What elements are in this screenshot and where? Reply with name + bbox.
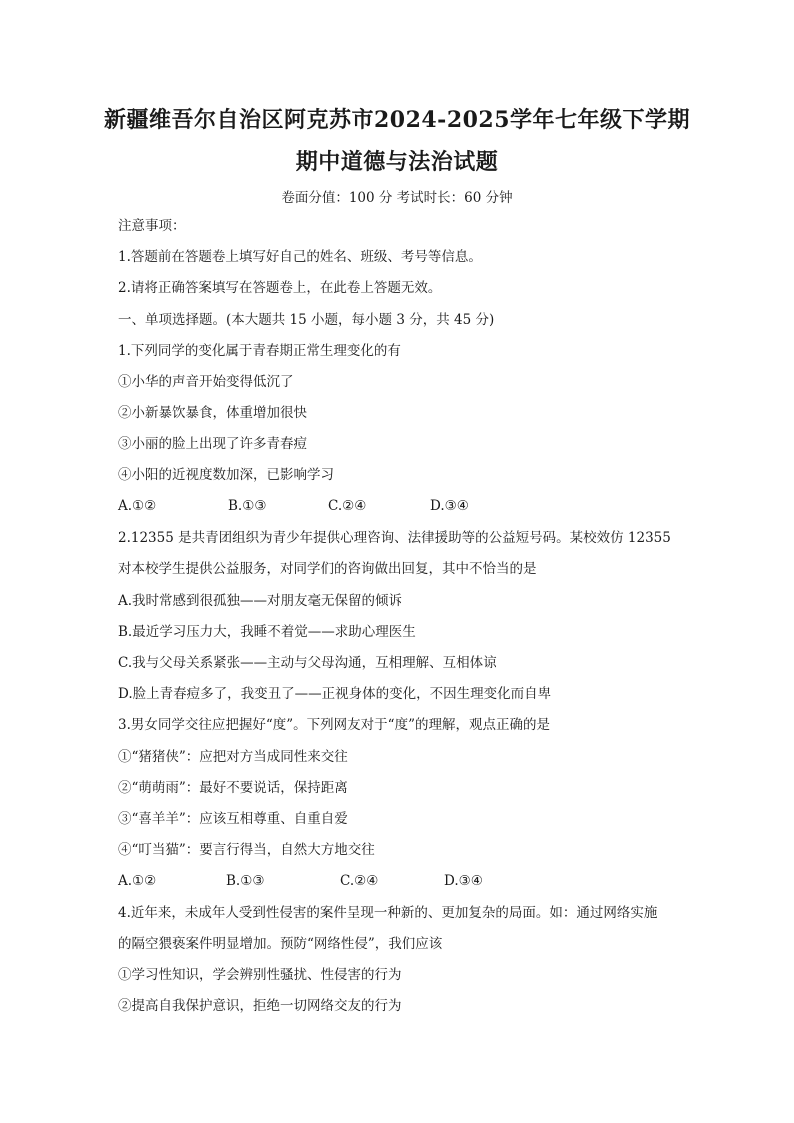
question-1-stem: 1.下列同学的变化属于青春期正常生理变化的有 — [118, 343, 401, 359]
question-1-statement-3: ③小丽的脸上出现了许多青春痘 — [118, 436, 307, 452]
question-2-choice-b[interactable]: B.最近学习压力大，我睡不着觉——求助心理医生 — [118, 624, 416, 640]
question-2-choice-a[interactable]: A.我时常感到很孤独——对朋友毫无保留的倾诉 — [118, 593, 403, 609]
exam-info: 卷面分值：100 分 考试时长：60 分钟 — [281, 190, 513, 206]
question-4-stem-line-1: 4.近年来，未成年人受到性侵害的案件呈现一种新的、更加复杂的局面。如：通过网络实施 — [118, 905, 658, 921]
section-heading: 一、单项选择题。(本大题共 15 小题，每小题 3 分，共 45 分) — [118, 312, 495, 328]
question-1-statement-1: ①小华的声音开始变得低沉了 — [118, 374, 294, 390]
question-3-option-a[interactable]: A.①② — [118, 873, 157, 889]
question-3-statement-2: ②“萌萌雨”：最好不要说话，保持距离 — [118, 780, 348, 796]
question-2-stem-line-1: 2.12355 是共青团组织为青少年提供心理咨询、法律援助等的公益短号码。某校效仿 12355 — [118, 530, 671, 546]
question-1-option-d[interactable]: D.③④ — [430, 498, 469, 514]
notice-item-2: 2.请将正确答案填写在答题卷上，在此卷上答题无效。 — [118, 280, 442, 296]
question-3-option-c[interactable]: C.②④ — [340, 873, 379, 889]
notice-heading: 注意事项： — [118, 218, 186, 234]
question-3-option-b[interactable]: B.①③ — [226, 873, 265, 889]
question-1-statement-2: ②小新暴饮暴食，体重增加很快 — [118, 405, 307, 421]
question-4-stem-line-2: 的隔空猥亵案件明显增加。预防“网络性侵”，我们应该 — [118, 936, 443, 952]
question-3-statement-1: ①“猪猪侠”：应把对方当成同性来交往 — [118, 749, 348, 765]
question-1-option-a[interactable]: A.①② — [118, 498, 157, 514]
question-3-option-d[interactable]: D.③④ — [444, 873, 483, 889]
question-2-choice-c[interactable]: C.我与父母关系紧张——主动与父母沟通，互相理解、互相体谅 — [118, 655, 497, 671]
question-1-statement-4: ④小阳的近视度数加深，已影响学习 — [118, 467, 334, 483]
question-2-choice-d[interactable]: D.脸上青春痘多了，我变丑了——正视身体的变化，不因生理变化而自卑 — [118, 686, 552, 702]
question-1-option-c[interactable]: C.②④ — [328, 498, 367, 514]
question-2-stem-line-2: 对本校学生提供公益服务，对同学们的咨询做出回复，其中不恰当的是 — [118, 561, 537, 577]
exam-title-line1: 新疆维吾尔自治区阿克苏市2024-2025学年七年级下学期 — [103, 107, 691, 133]
question-4-statement-1: ①学习性知识，学会辨别性骚扰、性侵害的行为 — [118, 967, 402, 983]
question-3-statement-3: ③“喜羊羊”：应该互相尊重、自重自爱 — [118, 811, 348, 827]
question-4-statement-2: ②提高自我保护意识，拒绝一切网络交友的行为 — [118, 998, 402, 1014]
question-1-option-b[interactable]: B.①③ — [228, 498, 267, 514]
question-3-stem: 3.男女同学交往应把握好“度”。下列网友对于“度”的理解，观点正确的是 — [118, 717, 550, 733]
question-3-statement-4: ④“叮当猫”：要言行得当，自然大方地交往 — [118, 842, 375, 858]
exam-title-line2: 期中道德与法治试题 — [295, 149, 499, 175]
notice-item-1: 1.答题前在答题卷上填写好自己的姓名、班级、考号等信息。 — [118, 249, 482, 265]
